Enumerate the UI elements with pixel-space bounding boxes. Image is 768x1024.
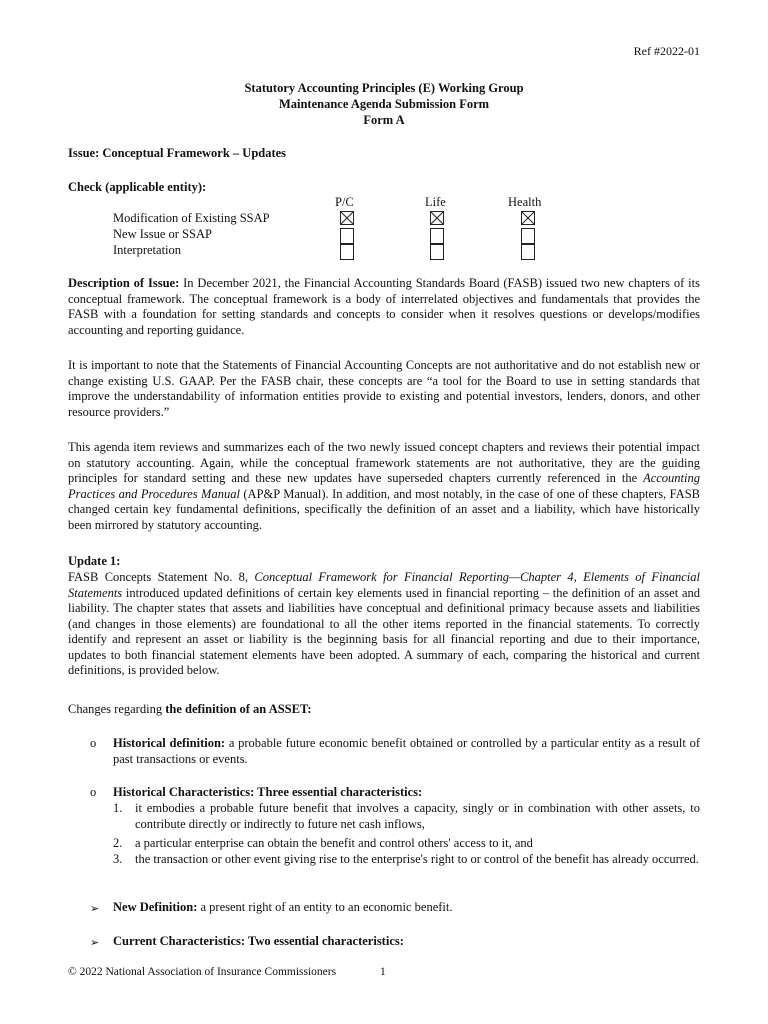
checkmark-x-icon bbox=[341, 212, 353, 224]
list-number: 3. bbox=[113, 852, 123, 866]
asset-changes-heading bbox=[68, 702, 700, 718]
paragraph-agenda-item bbox=[68, 440, 700, 533]
update1-text-before: FASB Concepts Statement No. 8, bbox=[68, 570, 255, 584]
column-health: Health bbox=[508, 195, 542, 209]
header-line-1: Statutory Accounting Principles (E) Working Group bbox=[244, 81, 524, 95]
arrow-bullet-icon: ➢ bbox=[90, 936, 100, 949]
arrow-bullet-icon: ➢ bbox=[90, 902, 100, 915]
checkbox-pc-row-2[interactable] bbox=[340, 228, 354, 244]
header-line-3: Form A bbox=[363, 113, 405, 127]
checkbox-life-row-3[interactable] bbox=[430, 244, 444, 260]
circle-bullet-icon: o bbox=[90, 785, 97, 799]
column-pc: P/C bbox=[335, 195, 354, 209]
asset-changes-before: Changes regarding bbox=[68, 702, 166, 716]
list-item-text: the transaction or other event giving rise to the enterprise's right to or control of the benefit has already occurred. bbox=[135, 852, 699, 866]
reference-number: Ref #2022-01 bbox=[633, 44, 700, 58]
list-item-text: a particular enterprise can obtain the benefit and control others' access to it, and bbox=[135, 836, 533, 850]
asset-changes-bold: the definition of an ASSET: bbox=[165, 702, 312, 716]
row-label-interpretation: Interpretation bbox=[113, 243, 182, 257]
description-paragraph bbox=[68, 276, 700, 338]
form-header bbox=[68, 80, 700, 128]
footer-copyright: © 2022 National Association of Insurance Commissioners bbox=[68, 966, 337, 978]
checkbox-pc-row-3[interactable] bbox=[340, 244, 354, 260]
row-label-new-issue: New Issue or SSAP bbox=[113, 227, 212, 241]
description-lead: Description of Issue: bbox=[68, 276, 180, 290]
list-number: 1. bbox=[113, 801, 123, 815]
new-definition-text: a present right of an entity to an economic benefit. bbox=[197, 900, 453, 914]
column-life: Life bbox=[425, 195, 446, 209]
appm-title: Accounting Practices and Procedures Manual bbox=[68, 471, 700, 501]
check-entity-label: Check (applicable entity): bbox=[68, 180, 207, 194]
update1-heading: Update 1: bbox=[68, 554, 121, 568]
checkmark-x-icon bbox=[431, 212, 443, 224]
update1-text-after: introduced updated definitions of certain key elements used in financial reporting – the definition of an asset and liability. The chapter states that assets and liabilities have conceptual and definitional primacy because assets and liabilities (and changes in those elements) are foundational to all the other items reported in the financial statements. To correctly identify and represent an asset or liability is the beginning basis for all financial reporting and due to their importance, updates to both financial statement elements have been adopted. A summary of each, comparing the historical and current definitions, is provided below. bbox=[68, 585, 700, 677]
historical-definition bbox=[113, 736, 700, 767]
page-number: 1 bbox=[380, 966, 386, 978]
description-text: In December 2021, the Financial Accounting Standards Board (FASB) issued two new chapters of its conceptual framework. The conceptual framework is a body of interrelated objectives and fundamentals that provides the FASB with a foundation for setting standards and concepts to consider when it resolves questions or develops/modifies accounting and reporting guidance. bbox=[68, 276, 700, 337]
checkbox-health-row-2[interactable] bbox=[521, 228, 535, 244]
checkbox-health-row-1[interactable] bbox=[521, 211, 535, 225]
para3-text-before: This agenda item reviews and summarizes each of the two newly issued concept chapters and reviews their potential impact on statutory accounting. Again, while the conceptual framework statements are not authoritative, they are the guiding principles for standard setting and these new updates have superseded chapters currently referenced in the bbox=[68, 440, 700, 485]
para3-text-after: (AP&P Manual). In addition, and most notably, in the case of one of these chapters, FASB changed certain key fundamental definitions, specifically the definition of an asset and a liability, which have historically been mirrored by statutory accounting. bbox=[68, 486, 700, 532]
historical-definition-text: a probable future economic benefit obtained or controlled by a particular entity as a result of past transactions or events. bbox=[113, 736, 701, 766]
checkmark-x-icon bbox=[522, 212, 534, 224]
checkbox-life-row-2[interactable] bbox=[430, 228, 444, 244]
checkbox-pc-row-1[interactable] bbox=[340, 211, 354, 225]
header-line-2: Maintenance Agenda Submission Form bbox=[278, 97, 490, 111]
new-definition bbox=[113, 900, 700, 916]
row-label-modification: Modification of Existing SSAP bbox=[113, 211, 270, 225]
historical-characteristics-label: Historical Characteristics: Three essential characteristics: bbox=[113, 785, 423, 799]
list-item-text: it embodies a probable future benefit that involves a capacity, singly or in combination with other assets, to contribute directly or indirectly to future net cash inflows, bbox=[135, 801, 700, 831]
current-characteristics-label: Current Characteristics: Two essential characteristics: bbox=[113, 934, 404, 948]
paragraph-not-authoritative: It is important to note that the Statements of Financial Accounting Concepts are not authoritative and do not establish new or change existing U.S. GAAP. Per the FASB chair, these concepts are “a tool for the Board to use in setting standards that improve the understandability of information entities provide to existing and potential investors, lenders, donors, and other resource providers.” bbox=[68, 358, 700, 419]
historical-definition-label: Historical definition: bbox=[113, 736, 226, 750]
circle-bullet-icon: o bbox=[90, 736, 97, 750]
issue-title: Issue: Conceptual Framework – Updates bbox=[68, 146, 287, 160]
new-definition-label: New Definition: bbox=[113, 900, 198, 914]
checkbox-health-row-3[interactable] bbox=[521, 244, 535, 260]
concepts-statement-title: Conceptual Framework for Financial Reporting—Chapter 4, Elements of Financial Statements bbox=[68, 570, 700, 600]
checkbox-life-row-1[interactable] bbox=[430, 211, 444, 225]
list-number: 2. bbox=[113, 836, 123, 850]
update1-paragraph bbox=[68, 570, 700, 679]
